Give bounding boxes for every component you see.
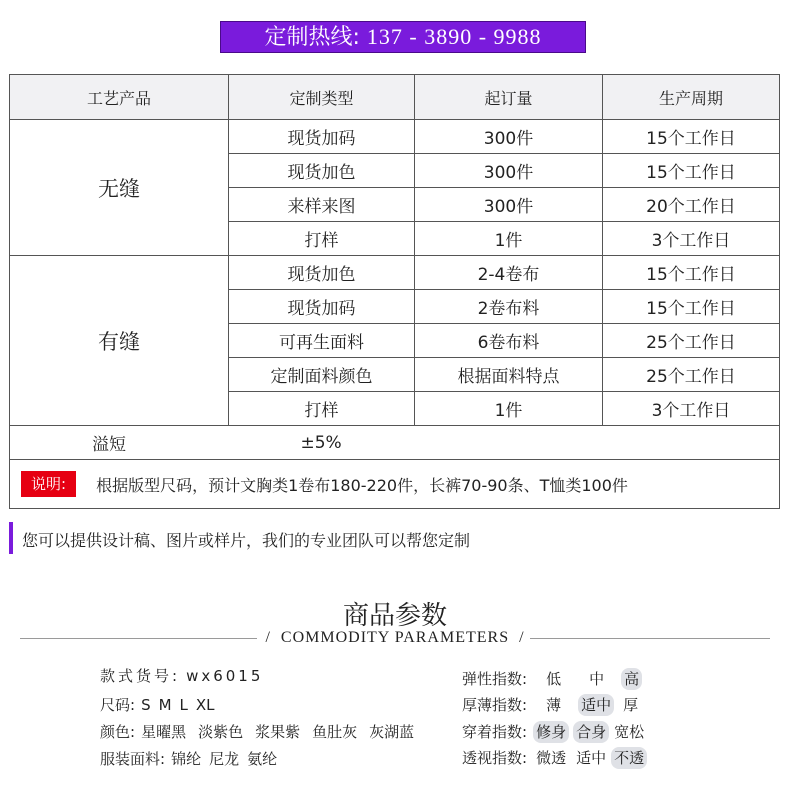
type-cell: 现货加色 [229,256,415,290]
color-value: 灰湖蓝 [369,723,415,741]
index-option: 宽松 [614,723,645,741]
index-option-selected: 适中 [578,694,614,716]
cycle-cell: 15个工作日 [603,154,780,188]
cycle-cell: 25个工作日 [603,324,780,358]
product-cell-seamless: 无缝 [10,120,229,256]
type-cell: 定制面料颜色 [229,358,415,392]
note-badge: 说明: [21,471,76,497]
type-cell: 现货加码 [229,120,415,154]
offer-text: 您可以提供设计稿、图片或样片，我们的专业团队可以帮您定制 [22,531,471,550]
size-value: L [179,696,188,714]
param-value: wx6015 [186,667,264,685]
index-option: 低 [546,670,562,688]
index-option: 适中 [576,749,607,767]
cycle-cell: 15个工作日 [603,256,780,290]
type-cell: 可再生面料 [229,324,415,358]
color-value: 淡紫色 [198,723,244,741]
table-row [10,256,780,290]
section-title: 商品参数 [342,601,447,631]
index-transparency [462,747,647,769]
overflow-label: 溢短 [10,426,229,460]
size-value: XL [195,696,215,714]
param-key: 款式货号: [100,667,181,685]
overflow-row [10,426,780,460]
param-key: 尺码: [100,696,136,714]
index-option: 中 [589,670,605,688]
type-cell: 打样 [229,222,415,256]
param-sku [100,665,263,687]
overflow-value: ±5% [229,426,780,460]
moq-cell: 2卷布料 [415,290,603,324]
param-key: 服装面料: [100,750,166,768]
cycle-cell: 15个工作日 [603,290,780,324]
cycle-cell: 20个工作日 [603,188,780,222]
index-option-selected: 不透 [611,747,647,769]
hotline-banner [220,21,586,53]
color-value: 星曜黑 [141,723,187,741]
note-cell [10,460,780,509]
slash-left: / [265,629,271,646]
accent-bar [9,522,13,554]
table-row [10,120,780,154]
moq-cell: 1件 [415,392,603,426]
note-text: 根据版型尺码，预计文胸类1卷布180-220件，长裤70-90条、T恤类100件 [96,475,628,495]
cycle-cell: 3个工作日 [603,222,780,256]
col-header-moq: 起订量 [415,75,603,120]
col-header-product: 工艺产品 [10,75,229,120]
index-option-selected: 高 [621,668,642,690]
section-subtitle [0,629,790,647]
subtitle-text: COMMODITY PARAMETERS [280,629,510,646]
fabric-value: 氨纶 [247,750,278,768]
moq-cell: 300件 [415,120,603,154]
cycle-cell: 15个工作日 [603,120,780,154]
moq-cell: 2-4卷布 [415,256,603,290]
index-option: 厚 [623,696,639,714]
index-fit [462,721,647,743]
size-value: S [141,696,151,714]
index-elasticity [462,668,642,690]
moq-cell: 300件 [415,188,603,222]
color-value: 鱼肚灰 [312,723,358,741]
index-key: 厚薄指数: [462,696,528,714]
type-cell: 现货加色 [229,154,415,188]
param-color [100,721,426,743]
moq-cell: 300件 [415,154,603,188]
index-option: 薄 [546,696,562,714]
index-key: 弹性指数: [462,670,528,688]
customization-table [9,74,780,509]
size-value: M [158,696,172,714]
param-size [100,694,227,716]
moq-cell: 6卷布料 [415,324,603,358]
slash-right: / [519,629,525,646]
type-cell: 打样 [229,392,415,426]
moq-cell: 根据面料特点 [415,358,603,392]
col-header-type: 定制类型 [229,75,415,120]
index-key: 穿着指数: [462,723,528,741]
index-thickness [462,694,641,716]
index-key: 透视指数: [462,749,528,767]
moq-cell: 1件 [415,222,603,256]
note-row [10,460,780,509]
fabric-value: 尼龙 [209,750,240,768]
hotline-label: 定制热线: [264,25,360,50]
table-header-row [10,75,780,120]
param-key: 颜色: [100,723,136,741]
index-option-selected: 合身 [573,721,609,743]
color-value: 浆果紫 [255,723,301,741]
hotline-number: 137 - 3890 - 9988 [366,24,542,49]
product-cell-seamed: 有缝 [10,256,229,426]
type-cell: 现货加码 [229,290,415,324]
col-header-cycle: 生产周期 [603,75,780,120]
cycle-cell: 25个工作日 [603,358,780,392]
type-cell: 来样来图 [229,188,415,222]
param-fabric [100,748,289,770]
fabric-value: 锦纶 [171,750,202,768]
cycle-cell: 3个工作日 [603,392,780,426]
index-option: 微透 [536,749,567,767]
index-option-selected: 修身 [533,721,569,743]
